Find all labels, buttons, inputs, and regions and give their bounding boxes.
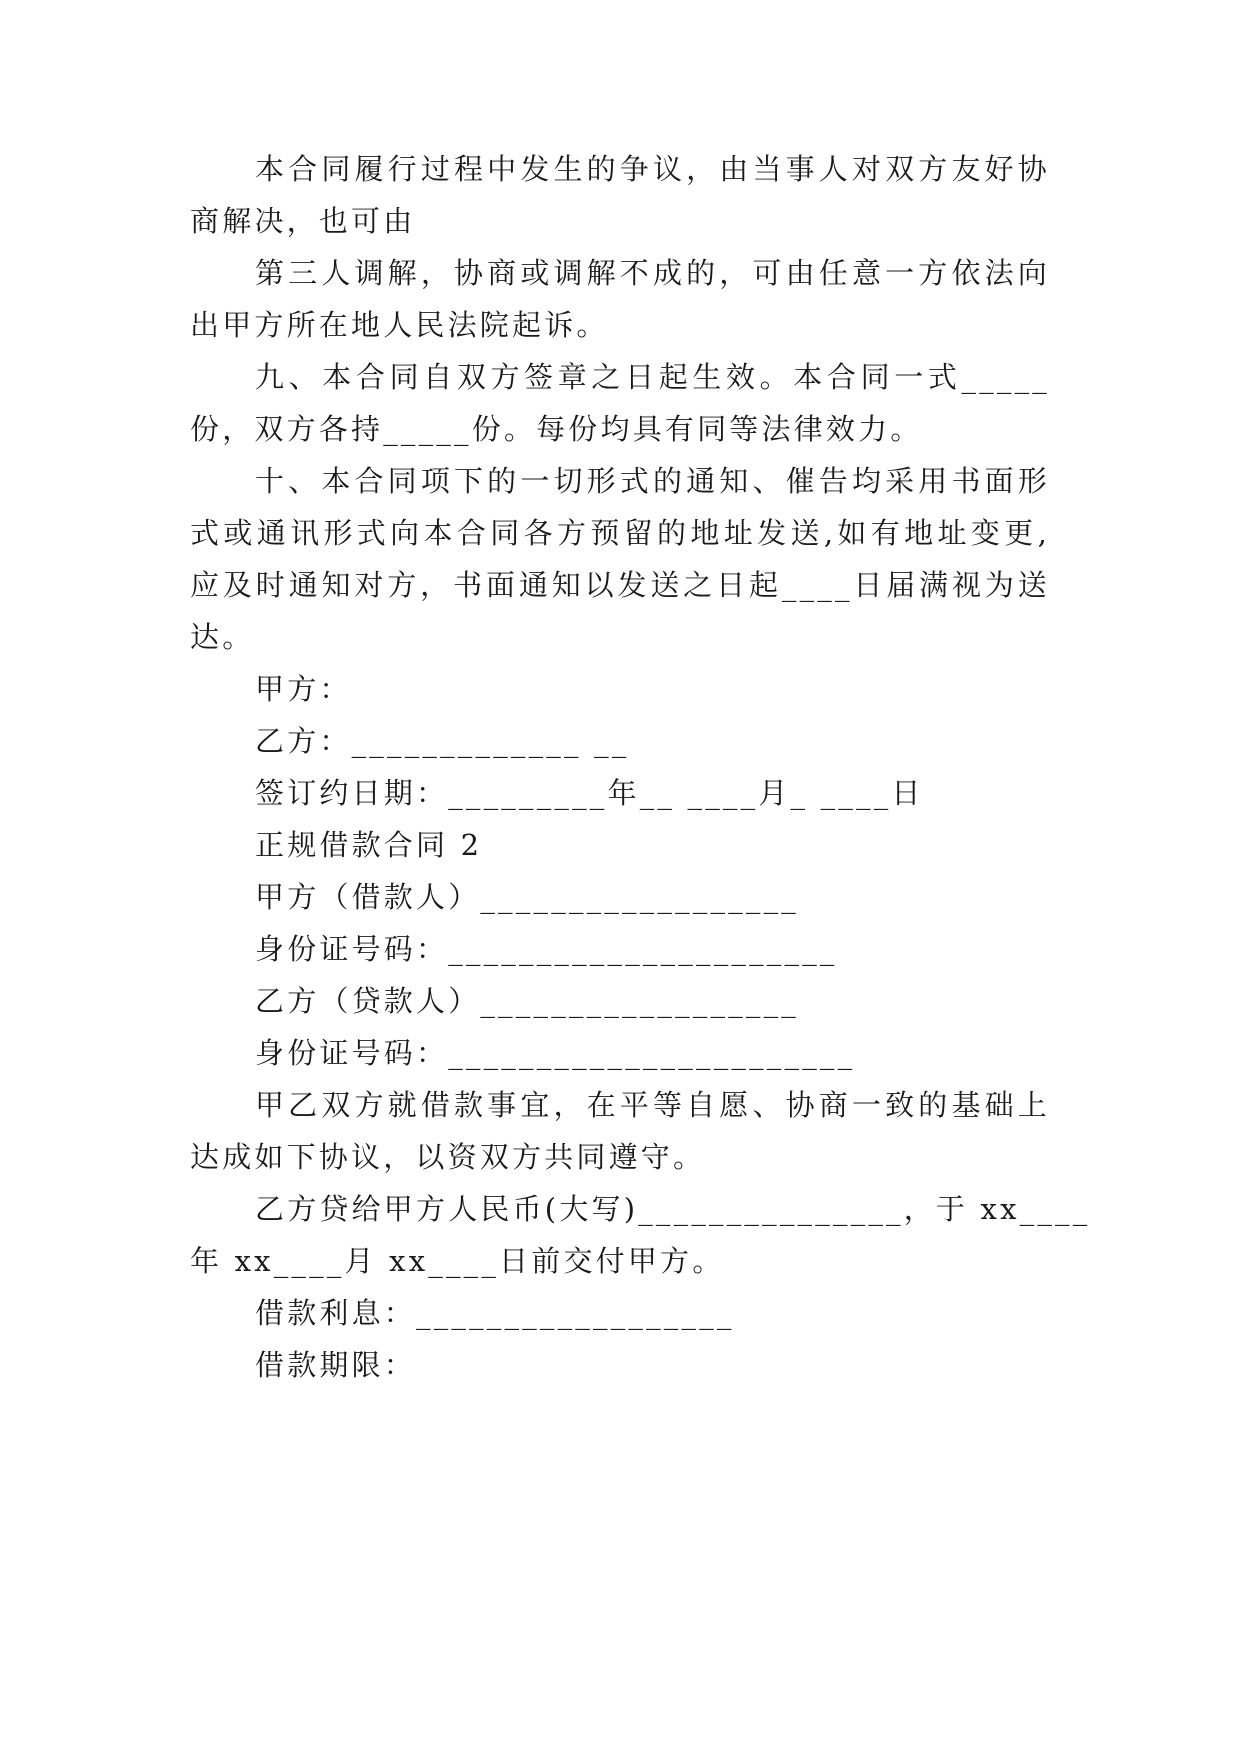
contract-title: 正规借款合同 2 — [255, 828, 483, 862]
text-line: 第三人调解，协商或调解不成的，可由任意一方依法向 — [255, 256, 1050, 290]
borrower-id-field: 身份证号码：______________________ — [255, 932, 838, 966]
loan-interest-field: 借款利息：__________________ — [255, 1296, 735, 1330]
loan-date-line: 年 xx____月 xx____日前交付甲方。 — [190, 1244, 725, 1278]
lender-id-field: 身份证号码：_______________________ — [255, 1036, 856, 1070]
signature-label-party-a: 甲方： — [255, 672, 352, 706]
borrower-field: 甲方（借款人）__________________ — [255, 880, 800, 914]
text-line: 十、本合同项下的一切形式的通知、催告均采用书面形 — [255, 464, 1050, 498]
text-line: 出甲方所在地人民法院起诉。 — [190, 308, 609, 342]
text-line: 九、本合同自双方签章之日起生效。本合同一式_____ — [255, 360, 1050, 394]
loan-term-field: 借款期限： — [255, 1348, 417, 1382]
signing-date-line: 签订约日期：_________年__ ____月_ ____日 — [255, 776, 924, 810]
lender-field: 乙方（贷款人）__________________ — [255, 984, 800, 1018]
loan-amount-line: 乙方贷给甲方人民币(大写)_______________，于 xx____ — [255, 1192, 1091, 1226]
text-line: 商解决，也可由 — [190, 204, 416, 238]
signature-label-party-b: 乙方：_____________ __ — [255, 724, 630, 758]
text-line: 应及时通知对方，书面通知以发送之日起____日届满视为送 — [190, 568, 1050, 602]
text-line: 达成如下协议，以资双方共同遵守。 — [190, 1140, 706, 1174]
text-line: 达。 — [190, 620, 255, 654]
text-line: 式或通讯形式向本合同各方预留的地址发送,如有地址变更, — [190, 516, 1050, 550]
text-line: 甲乙双方就借款事宜，在平等自愿、协商一致的基础上 — [255, 1088, 1050, 1122]
text-line: 份，双方各持_____份。每份均具有同等法律效力。 — [190, 412, 923, 446]
text-line: 本合同履行过程中发生的争议，由当事人对双方友好协 — [255, 152, 1050, 186]
